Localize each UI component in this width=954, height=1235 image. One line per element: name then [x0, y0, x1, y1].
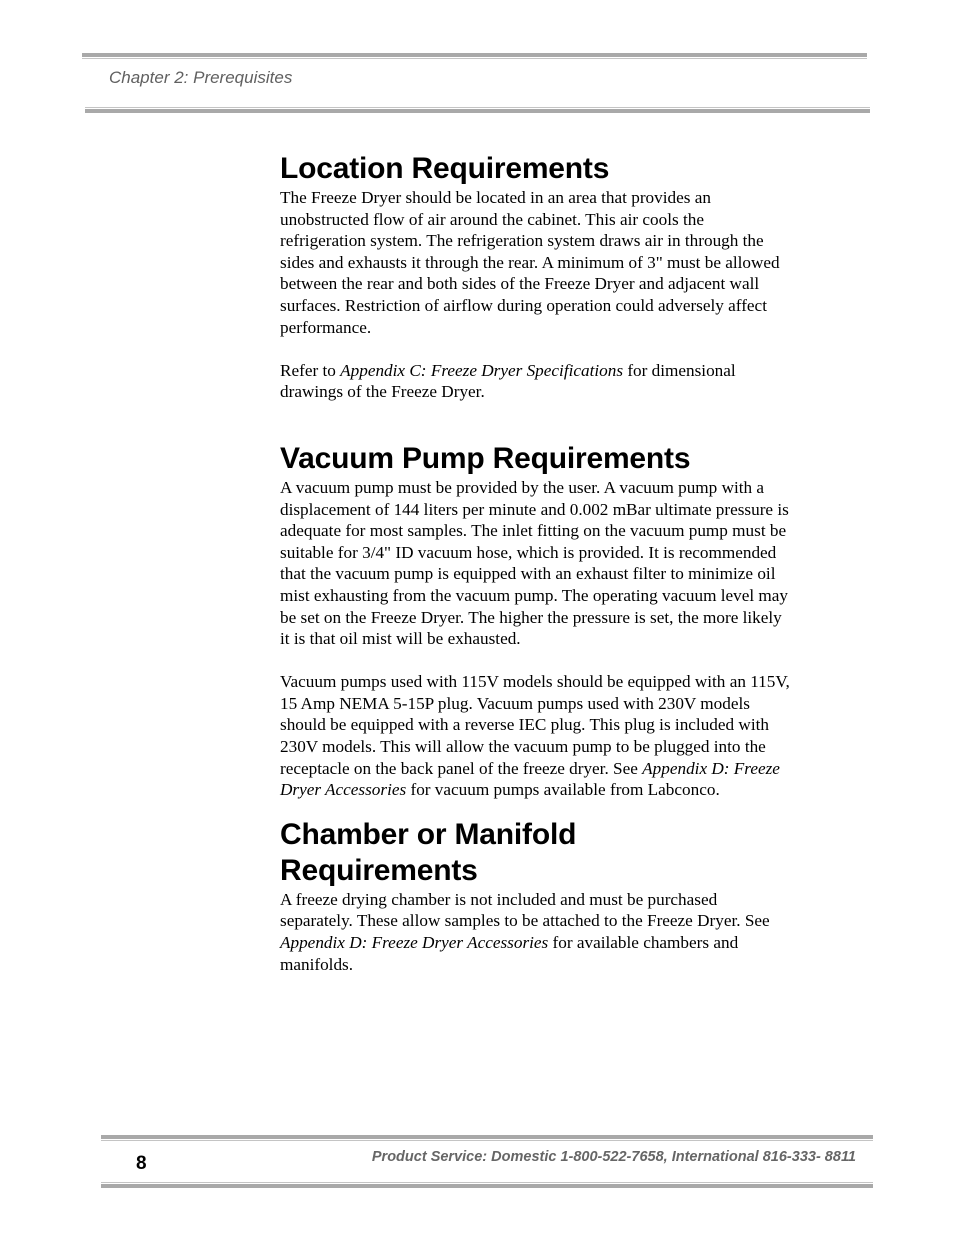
product-service-contact: Product Service: Domestic 1-800-522-7658, International 816-333- 8811	[371, 1149, 856, 1165]
vacuum-heading: Vacuum Pump Requirements	[280, 441, 691, 475]
footer-top-rule-thin	[101, 1140, 873, 1141]
location-paragraph-2: Refer to Appendix C: Freeze Dryer Specifications for dimensional drawings of the Freeze Dryer.	[280, 360, 736, 402]
footer-bottom-rule-thin	[101, 1182, 873, 1183]
header-top-rule	[82, 53, 867, 57]
location-heading: Location Requirements	[280, 152, 610, 185]
chapter-title: Chapter 2: Prerequisites	[109, 68, 293, 87]
footer-bottom-rule	[101, 1184, 873, 1188]
chamber-paragraph-1: A freeze drying chamber is not included and must be purchased separately. These allow samples to be attached to the Freeze Dryer. See Appendix D: Freeze Dryer Accessories for available chambers and manifolds.	[280, 889, 770, 974]
header-bottom-rule-thin	[85, 107, 870, 108]
appendix-c-reference: Appendix C: Freeze Dryer Specifications	[340, 360, 624, 380]
appendix-d-reference: Appendix D: Freeze Dryer Accessories	[280, 933, 549, 953]
main-content	[280, 151, 790, 975]
chamber-heading: Chamber or Manifold Requirements	[280, 817, 577, 887]
page-number: 8	[136, 1153, 147, 1174]
appendix-d-reference: Appendix D: Freeze Dryer Accessories	[280, 758, 780, 800]
location-paragraph-1: The Freeze Dryer should be located in an area that provides an unobstructed flow of air around the cabinet. This air cools the refrigeration system. The refrigeration system draws air in through the sides and exhausts it through the rear. A minimum of 3" must be allowed between the rear and both sides of the Freeze Dryer and adjacent wall surfaces. Restriction of airflow during operation could adversely affect performance.	[280, 188, 780, 337]
vacuum-paragraph-1: A vacuum pump must be provided by the user. A vacuum pump with a displacement of 144 liters per minute and 0.002 mBar ultimate pressure is adequate for most samples. The inlet fitting on the vacuum pump must be suitable for 3/4" ID vacuum hose, which is provided. It is recommended that the vacuum pump is equipped with an exhaust filter to minimize oil mist exhausting from the vacuum pump. The operating vacuum level may be set on the Freeze Dryer. The higher the pressure is set, the more likely it is that oil mist will be exhausted.	[280, 477, 789, 649]
header-bottom-rule	[85, 109, 870, 113]
header-top-rule-thin	[82, 58, 867, 59]
vacuum-paragraph-2: Vacuum pumps used with 115V models should be equipped with an 115V, 15 Amp NEMA 5-15P plug. Vacuum pumps used with 230V models should be equipped with a reverse IEC plug. This plug is included with 230V models. This will allow the vacuum pump to be plugged into the receptacle on the back panel of the freeze dryer. See Appendix D: Freeze Dryer Accessories for vacuum pumps available from Labconco.	[280, 672, 790, 800]
footer-top-rule	[101, 1135, 873, 1139]
